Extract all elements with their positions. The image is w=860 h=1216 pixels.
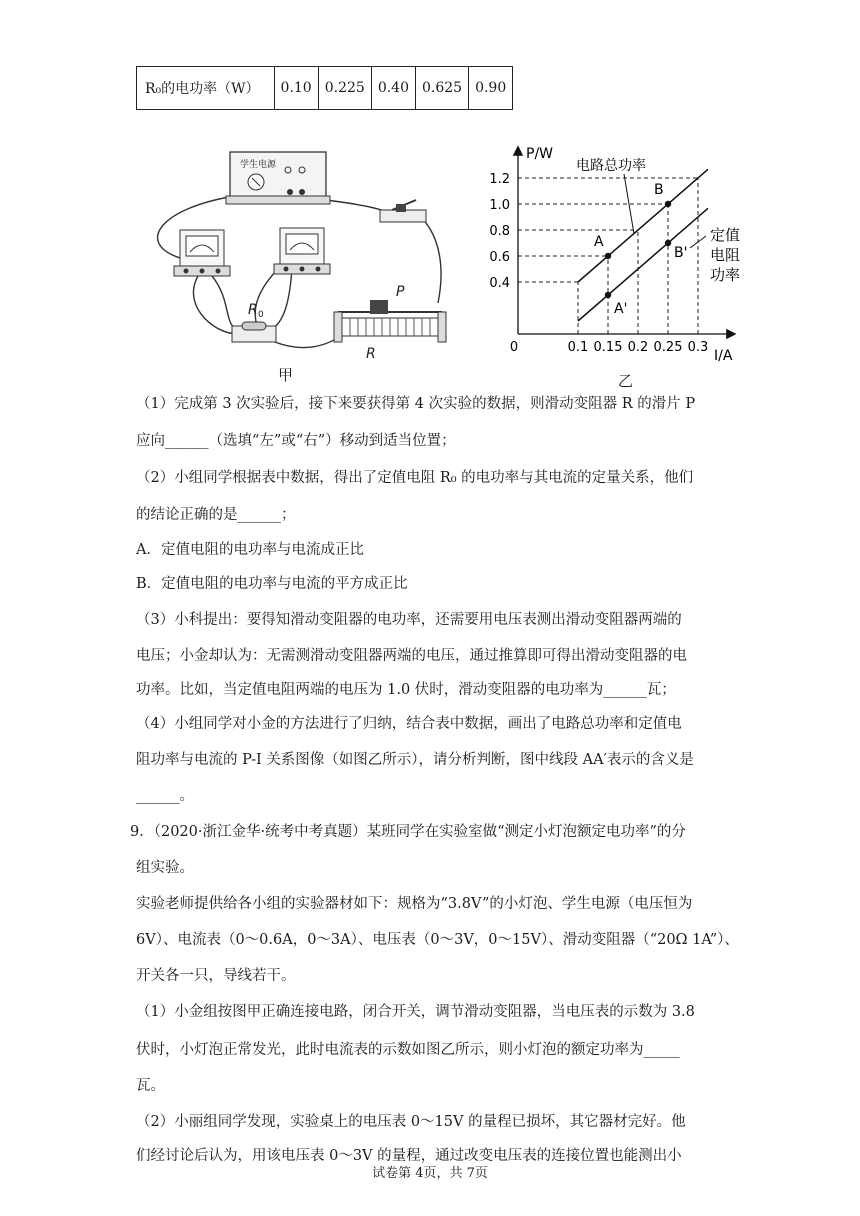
x-tick-label: 0.15 xyxy=(593,340,623,355)
paragraph-line: 实验老师提供给各小组的实验器材如下：规格为“3.8V”的小灯泡、学生电源（电压恒为 xyxy=(136,896,693,912)
table-cell: 0.40 xyxy=(371,67,415,110)
paragraph-line: 组实验。 xyxy=(136,860,194,876)
data-point xyxy=(605,292,611,298)
x-tick-label: 0.3 xyxy=(687,340,709,355)
fixed-power-label-3: 功率 xyxy=(710,266,741,284)
figure-caption-left: 甲 xyxy=(278,366,294,384)
paragraph-line: 9．（2020·浙江金华·统考中考真题）某班同学在实验室做“测定小灯泡额定电功率”的分 xyxy=(130,824,686,840)
paragraph-line: 们经讨论后认为，用该电压表 0～3V 的量程，通过改变电压表的连接位置也能测出小 xyxy=(136,1148,682,1164)
paragraph-line: 伏时，小灯泡正常发光，此时电流表的示数如图乙所示，则小灯泡的额定功率为_____ xyxy=(136,1042,680,1058)
figure-caption-right: 乙 xyxy=(618,372,634,390)
paragraph-line: 的结论正确的是______； xyxy=(136,507,296,523)
table-cell: 0.625 xyxy=(415,67,468,110)
switch-icon xyxy=(380,200,426,222)
paragraph-line: （2）小组同学根据表中数据，得出了定值电阻 R₀ 的电功率与其电流的定量关系，他们 xyxy=(136,470,694,486)
paragraph-line: 开关各一只，导线若干。 xyxy=(136,968,296,984)
paragraph-line: 应向______（选填“左”或“右”）移动到适当位置； xyxy=(136,433,456,449)
fixed-resistor-icon xyxy=(232,302,276,342)
x-tick-label: 0.1 xyxy=(567,340,589,355)
point-label: B xyxy=(654,182,664,198)
fixed-power-label-2: 电阻 xyxy=(710,246,741,264)
table-cell: 0.225 xyxy=(318,67,371,110)
data-point xyxy=(665,240,671,246)
slider-p-label: P xyxy=(396,284,405,300)
x-axis-label: I/A xyxy=(714,348,733,364)
paragraph-line: B．定值电阻的电功率与电流的平方成正比 xyxy=(136,576,408,592)
rheostat-r-label: R xyxy=(366,346,376,362)
point-label: A xyxy=(594,234,604,250)
power-table xyxy=(136,66,513,110)
origin-label: 0 xyxy=(509,340,519,355)
paragraph-line: （4）小组同学对小金的方法进行了归纳，结合表中数据，画出了电路总功率和定值电 xyxy=(136,716,682,732)
point-label: B' xyxy=(674,245,688,261)
point-label: A' xyxy=(614,301,628,317)
table-cell: 0.10 xyxy=(274,67,318,110)
y-tick-label: 0.4 xyxy=(489,276,510,291)
circuit-figure xyxy=(140,148,480,368)
data-point xyxy=(665,201,671,207)
paragraph-line: 阻功率与电流的 P-I 关系图像（如图乙所示），请分析判断，图中线段 AA′表示的含义是 xyxy=(136,752,694,768)
r0-label: R xyxy=(248,302,258,318)
paragraph-line: （2）小丽组同学发现，实验桌上的电压表 0～15V 的量程已损坏，其它器材完好。他 xyxy=(136,1114,686,1130)
fixed-power-label-1: 定值 xyxy=(710,226,741,244)
y-axis-label: P/W xyxy=(526,146,554,162)
paragraph-line: （3）小科提出：要得知滑动变阻器的电功率，还需要用电压表测出滑动变阻器两端的 xyxy=(136,612,682,628)
r0-sub: 0 xyxy=(258,310,264,320)
y-tick-label: 0.6 xyxy=(489,250,510,265)
table-cell: 0.90 xyxy=(469,67,513,110)
power-supply-icon xyxy=(226,152,330,204)
x-tick-label: 0.2 xyxy=(627,340,649,355)
y-tick-label: 0.8 xyxy=(489,224,510,239)
table-row xyxy=(137,67,513,110)
y-tick-label: 1.2 xyxy=(489,172,510,187)
total-power-label: 电路总功率 xyxy=(576,158,646,174)
paragraph-line: A．定值电阻的电功率与电流成正比 xyxy=(136,542,364,558)
table-row-label: R₀的电功率（W） xyxy=(137,67,275,110)
data-point xyxy=(605,253,611,259)
x-tick-label: 0.25 xyxy=(653,340,683,355)
paragraph-line: 6V）、电流表（0～0.6A，0～3A）、电压表（0～3V，0～15V）、滑动变阻器（“20Ω 1A”）、 xyxy=(136,932,739,948)
paragraph-line: （1）小金组按图甲正确连接电路，闭合开关，调节滑动变阻器，当电压表的示数为 3.8 xyxy=(136,1004,695,1020)
page-footer: 试卷第 4页，共 7页 xyxy=(372,1166,488,1181)
voltmeter-icon xyxy=(274,228,330,274)
paragraph-line: 功率。比如，当定值电阻两端的电压为 1.0 伏时，滑动变阻器的电功率为______瓦； xyxy=(136,682,676,698)
paragraph-line: 瓦。 xyxy=(136,1078,165,1094)
y-tick-label: 1.0 xyxy=(489,198,510,213)
rheostat-icon xyxy=(334,284,446,362)
pi-chart xyxy=(484,142,754,364)
paragraph-line: 电压；小金却认为：无需测滑动变阻器两端的电压，通过推算即可得出滑动变阻器的电 xyxy=(136,648,687,664)
paragraph-line: （1）完成第 3 次实验后，接下来要获得第 4 次实验的数据，则滑动变阻器 R 的滑片 P xyxy=(136,396,696,412)
paragraph-line: ______。 xyxy=(136,788,194,804)
ammeter-icon xyxy=(174,230,230,276)
power-supply-label: 学生电源 xyxy=(240,160,277,170)
